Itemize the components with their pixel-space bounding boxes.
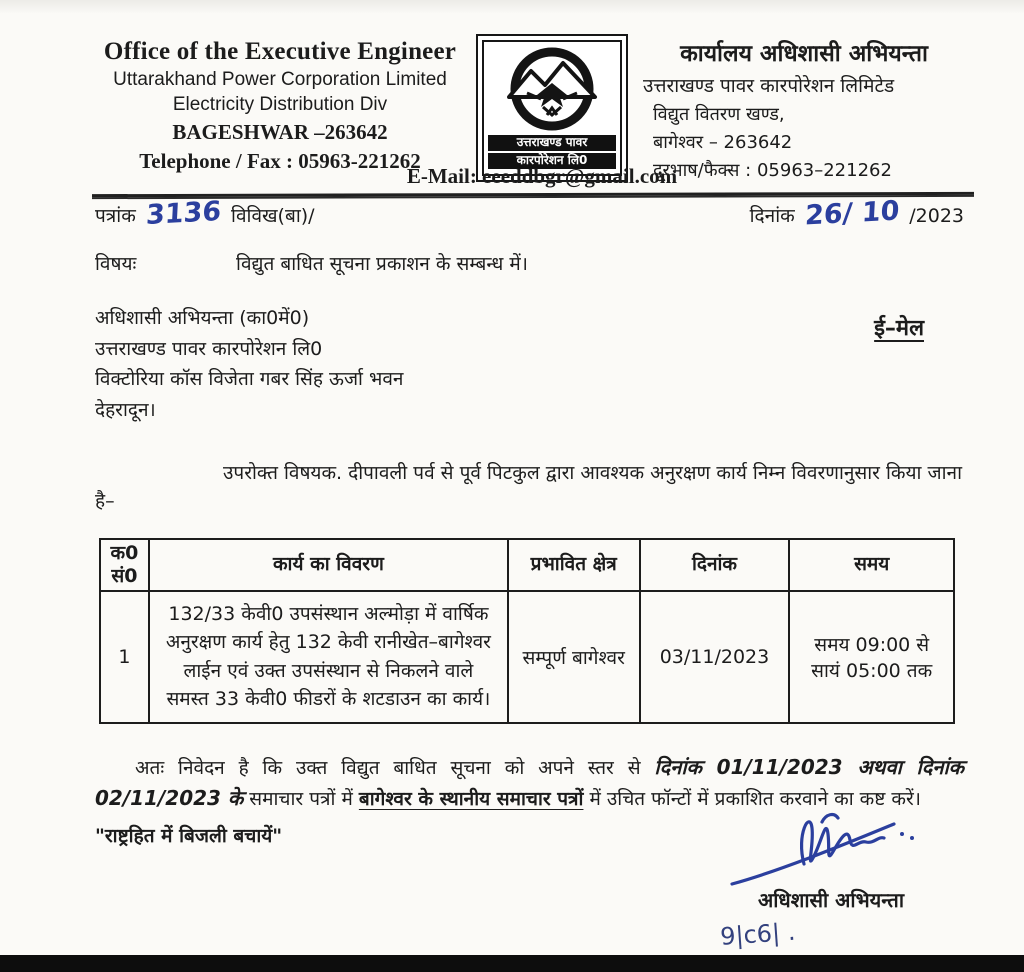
cell-affected-area: सम्पूर्ण बागेश्वर bbox=[508, 591, 640, 723]
subject-row bbox=[0, 228, 1024, 276]
office-title-hi: कार्यालय अधिशासी अभियन्ता bbox=[680, 41, 928, 67]
letter-number-label: पत्रांक bbox=[95, 205, 136, 227]
header-time: समय bbox=[789, 539, 954, 591]
letter-date-handwritten: 26/ 10 bbox=[804, 195, 900, 232]
closing-part1: अतः निवेदन है कि उक्त विद्युत बाधित सूचना को अपने स्तर से bbox=[135, 756, 655, 779]
letter-date-label: दिनांक bbox=[749, 205, 795, 227]
mountain-power-emblem-icon bbox=[497, 45, 607, 133]
scan-bottom-edge bbox=[0, 955, 1024, 972]
closing-part3: में उचित फॉन्टों में प्रकाशित करवाने का कष्ट करें। bbox=[583, 788, 921, 810]
cell-time-line1: समय 09:00 से bbox=[814, 633, 930, 656]
letter-number bbox=[95, 195, 315, 232]
shutdown-notice-table bbox=[99, 538, 955, 724]
corporation-name-hi: उत्तराखण्ड पावर कारपोरेशन लिमिटेड bbox=[643, 75, 895, 97]
addressee-line-3: विक्टोरिया कॉस विजेता गबर सिंह ऊर्जा भवन bbox=[95, 368, 404, 391]
closing-newspapers-emphasis: बागेश्वर के स्थानीय समाचार पत्रों bbox=[358, 788, 584, 810]
letter-number-suffix: विविख(बा)/ bbox=[231, 205, 315, 227]
closing-publication-dates: दिनांक 01/11/2023 अथवा दिनांक 02/11/2023 के bbox=[95, 754, 964, 810]
signature-block bbox=[716, 800, 946, 951]
closing-part2: समाचार पत्रों में bbox=[243, 788, 359, 810]
division-name-en: Electricity Distribution Div bbox=[172, 94, 388, 115]
cell-time bbox=[789, 591, 954, 723]
header-serial-line2: सं0 bbox=[111, 564, 138, 587]
logo-band-2: कारपोरेशन लि0 bbox=[488, 153, 616, 169]
header-date: दिनांक bbox=[640, 539, 790, 591]
header-serial-no bbox=[100, 539, 149, 591]
header-work-description: कार्य का विवरण bbox=[149, 539, 508, 591]
email-mode-note: ई–मेल bbox=[874, 316, 924, 341]
letterhead bbox=[0, 0, 1024, 182]
header-serial-line1: क0 bbox=[110, 541, 139, 564]
corporation-name-en: Uttarakhand Power Corporation Limited bbox=[113, 69, 447, 90]
table-row bbox=[100, 591, 954, 723]
letterhead-hindi bbox=[639, 30, 969, 182]
body-paragraph: उपरोक्त विषयक. दीपावली पर्व से पूर्व पिटकुल द्वारा आवश्यक अनुरक्षण कार्य निम्न विवरणानुसार किया जाना है– bbox=[95, 461, 962, 513]
upcl-logo bbox=[476, 34, 628, 182]
cell-time-line2: सायं 05:00 तक bbox=[811, 659, 933, 682]
cell-work-description: 132/33 केवी0 उपसंस्थान अल्मोड़ा में वार्षिक अनुरक्षण कार्य हेतु 132 केवी रानीखेत–बागेश्वर लाईन एवं उक्त उपसंस्थान से निकलने वाले समस्त 33 केवी0 फीडरों के शटडाउन का कार्य। bbox=[149, 591, 508, 723]
addressee-line-2: उत्तराखण्ड पावर कारपोरेशन लि0 bbox=[95, 337, 323, 360]
telephone-fax-hi: दूरभाष/फैक्स : 05963–221262 bbox=[653, 160, 892, 181]
upcl-logo-inner bbox=[482, 40, 622, 176]
signature-icon bbox=[726, 800, 936, 900]
addressee-line-4: देहरादून। bbox=[95, 398, 156, 421]
office-title-en: Office of the Executive Engineer bbox=[103, 38, 457, 65]
telephone-fax-en: Telephone / Fax : 05963-221262 bbox=[139, 149, 421, 173]
addressee-line-1: अधिशासी अभियन्ता (का0में0) bbox=[95, 307, 310, 329]
cell-date: 03/11/2023 bbox=[640, 591, 790, 723]
letterhead-english bbox=[95, 30, 465, 182]
header-affected-area: प्रभावित क्षेत्र bbox=[508, 539, 640, 591]
cell-serial-no: 1 bbox=[100, 591, 149, 723]
subject-text: विद्युत बाधित सूचना प्रकाशन के सम्बन्ध में। bbox=[236, 253, 528, 275]
addressee-section bbox=[0, 276, 1024, 429]
location-en: BAGESHWAR –263642 bbox=[172, 120, 388, 144]
subject-label: विषयः bbox=[95, 253, 137, 275]
email-address: E-Mail: eeeddbgr@gmail.com bbox=[406, 164, 678, 188]
addressee-block bbox=[95, 306, 403, 429]
signatory-designation: अधिशासी अभियन्ता bbox=[757, 888, 905, 912]
letter-number-handwritten: 3136 bbox=[145, 195, 222, 232]
division-name-hi: विद्युत वितरण खण्ड, bbox=[653, 104, 785, 125]
handwritten-dispatch-note: 9|c6| . bbox=[719, 917, 797, 951]
save-electricity-slogan: "राष्ट्रहित में बिजली बचायें" bbox=[95, 825, 283, 848]
letter-date-year: /2023 bbox=[909, 205, 964, 227]
letter-date bbox=[749, 195, 964, 232]
logo-band-1: उत्तराखण्ड पावर bbox=[488, 135, 616, 151]
reference-row bbox=[0, 195, 1024, 232]
location-hi: बागेश्वर – 263642 bbox=[653, 132, 793, 153]
table-header-row bbox=[100, 539, 954, 591]
